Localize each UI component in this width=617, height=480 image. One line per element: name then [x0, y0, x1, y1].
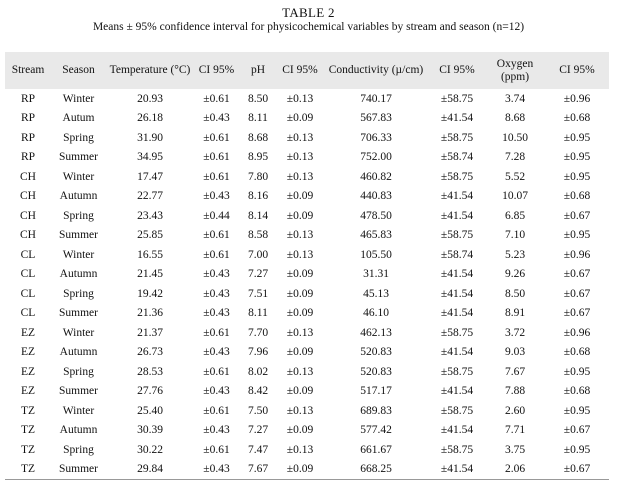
- header-season: Season: [62, 64, 95, 76]
- cell-ph-ci: ±0.13: [286, 92, 314, 105]
- cell-temperature-ci: ±0.43: [203, 190, 230, 203]
- cell-season: Autumn: [59, 268, 98, 281]
- cell-oxygen-ci: ±0.96: [563, 248, 591, 261]
- cell-conductivity-ci: ±58.75: [440, 170, 474, 183]
- cell-oxygen: 8.50: [504, 287, 526, 300]
- cell-conductivity: 465.83: [360, 229, 392, 242]
- cell-ph-ci: ±0.13: [286, 131, 314, 144]
- table-row: [5, 148, 609, 168]
- cell-ph-ci: ±0.13: [286, 248, 314, 261]
- cell-oxygen-ci: ±0.68: [563, 385, 591, 398]
- cell-season: Winter: [62, 248, 95, 261]
- cell-oxygen: 3.72: [504, 326, 526, 339]
- cell-temperature-ci: ±0.43: [203, 268, 230, 281]
- cell-ph-ci: ±0.13: [286, 151, 314, 164]
- cell-season: Summer: [59, 151, 98, 164]
- cell-ph-ci: ±0.09: [286, 385, 314, 398]
- cell-oxygen-ci: ±0.67: [563, 424, 591, 437]
- cell-oxygen: 2.06: [504, 463, 526, 475]
- cell-conductivity: 460.82: [360, 170, 392, 183]
- data-table-container: [5, 52, 609, 480]
- cell-ph: 7.50: [247, 404, 269, 417]
- cell-oxygen-ci: ±0.95: [563, 170, 591, 183]
- cell-conductivity-ci: ±58.75: [440, 443, 474, 456]
- cell-oxygen-ci: ±0.95: [563, 151, 591, 164]
- table-row: [5, 265, 609, 285]
- cell-season: Winter: [62, 326, 95, 339]
- table-row: [5, 89, 609, 109]
- cell-stream: RP: [20, 151, 36, 164]
- table-row: [5, 304, 609, 324]
- cell-stream: CH: [20, 170, 36, 183]
- header-ph: pH: [250, 64, 266, 76]
- cell-ph: 7.67: [247, 463, 269, 475]
- cell-temperature: 21.45: [137, 268, 163, 281]
- cell-oxygen-ci: ±0.96: [563, 326, 591, 339]
- cell-conductivity-ci: ±58.75: [440, 229, 474, 242]
- cell-temperature-ci: ±0.43: [203, 385, 230, 398]
- cell-conductivity: 45.13: [363, 287, 389, 300]
- cell-ph-ci: ±0.13: [286, 170, 314, 183]
- cell-temperature-ci: ±0.43: [203, 424, 230, 437]
- cell-temperature: 17.47: [137, 170, 163, 183]
- cell-ph-ci: ±0.09: [286, 112, 314, 125]
- cell-ph-ci: ±0.09: [286, 463, 314, 475]
- cell-oxygen-ci: ±0.68: [563, 346, 591, 359]
- cell-conductivity-ci: ±58.75: [440, 365, 474, 378]
- cell-temperature-ci: ±0.43: [203, 112, 230, 125]
- cell-oxygen: 9.03: [504, 346, 526, 359]
- cell-temperature: 21.36: [137, 307, 163, 320]
- cell-conductivity: 740.17: [360, 92, 392, 105]
- header-conductivity: Conductivity (µ/cm): [328, 64, 424, 76]
- cell-conductivity-ci: ±41.54: [440, 112, 474, 125]
- cell-conductivity-ci: ±58.74: [440, 151, 474, 164]
- cell-oxygen-ci: ±0.68: [563, 190, 591, 203]
- cell-season: Autumn: [59, 190, 98, 203]
- cell-ph: 7.00: [247, 248, 269, 261]
- cell-oxygen: 7.71: [504, 424, 526, 437]
- cell-oxygen-ci: ±0.67: [563, 209, 591, 222]
- cell-stream: TZ: [20, 424, 36, 437]
- cell-temperature-ci: ±0.61: [203, 248, 230, 261]
- cell-oxygen: 7.88: [504, 385, 526, 398]
- table-row: [5, 206, 609, 226]
- cell-season: Autum: [62, 112, 95, 125]
- cell-conductivity-ci: ±41.54: [440, 268, 474, 281]
- header-oxygen: Oxygen (ppm): [496, 57, 534, 83]
- cell-temperature-ci: ±0.61: [203, 443, 230, 456]
- cell-ph-ci: ±0.13: [286, 404, 314, 417]
- cell-temperature: 26.18: [137, 112, 163, 125]
- cell-temperature: 30.39: [137, 424, 163, 437]
- cell-ph: 8.58: [247, 229, 269, 242]
- cell-temperature: 29.84: [137, 463, 163, 475]
- cell-conductivity-ci: ±41.54: [440, 346, 474, 359]
- cell-temperature-ci: ±0.61: [203, 151, 230, 164]
- cell-conductivity: 520.83: [360, 365, 392, 378]
- table-row: [5, 401, 609, 421]
- header-conductivity-ci: CI 95%: [439, 64, 475, 76]
- cell-temperature: 34.95: [137, 151, 163, 164]
- cell-stream: TZ: [20, 404, 36, 417]
- cell-conductivity-ci: ±58.75: [440, 92, 474, 105]
- cell-conductivity-ci: ±58.75: [440, 326, 474, 339]
- cell-temperature: 27.76: [137, 385, 163, 398]
- table-row: [5, 382, 609, 402]
- cell-season: Summer: [59, 229, 98, 242]
- cell-ph-ci: ±0.09: [286, 268, 314, 281]
- cell-ph: 7.80: [247, 170, 269, 183]
- cell-oxygen-ci: ±0.95: [563, 131, 591, 144]
- cell-conductivity-ci: ±58.75: [440, 131, 474, 144]
- table-header-row: [5, 52, 609, 89]
- table-row: [5, 284, 609, 304]
- cell-oxygen: 5.23: [504, 248, 526, 261]
- cell-temperature: 26.73: [137, 346, 163, 359]
- cell-temperature-ci: ±0.61: [203, 170, 230, 183]
- cell-conductivity: 31.31: [363, 268, 389, 281]
- cell-ph: 7.27: [247, 424, 269, 437]
- cell-ph: 8.50: [247, 92, 269, 105]
- cell-conductivity: 661.67: [360, 443, 392, 456]
- cell-temperature-ci: ±0.61: [203, 92, 230, 105]
- cell-ph: 8.11: [248, 112, 268, 125]
- cell-ph-ci: ±0.09: [286, 307, 314, 320]
- cell-oxygen: 7.67: [504, 365, 526, 378]
- cell-conductivity: 567.83: [360, 112, 392, 125]
- cell-stream: RP: [20, 131, 36, 144]
- table-row: [5, 109, 609, 129]
- cell-ph: 7.96: [247, 346, 269, 359]
- cell-oxygen-ci: ±0.68: [563, 112, 591, 125]
- cell-oxygen: 10.07: [502, 190, 528, 203]
- cell-stream: CL: [20, 248, 36, 261]
- table-row: [5, 245, 609, 265]
- cell-temperature: 25.85: [137, 229, 163, 242]
- cell-ph: 8.68: [247, 131, 269, 144]
- cell-temperature: 21.37: [137, 326, 163, 339]
- cell-stream: CL: [20, 268, 36, 281]
- cell-oxygen-ci: ±0.95: [563, 365, 591, 378]
- cell-stream: TZ: [20, 463, 36, 475]
- cell-oxygen: 5.52: [504, 170, 526, 183]
- table-row: [5, 460, 609, 480]
- cell-oxygen: 10.50: [502, 131, 528, 144]
- cell-temperature: 19.42: [137, 287, 163, 300]
- cell-oxygen: 2.60: [504, 404, 526, 417]
- cell-stream: RP: [20, 112, 36, 125]
- cell-conductivity-ci: ±58.74: [440, 248, 474, 261]
- cell-ph: 7.47: [247, 443, 269, 456]
- cell-oxygen: 7.10: [504, 229, 526, 242]
- table-title: TABLE 2: [282, 5, 335, 20]
- cell-oxygen-ci: ±0.95: [563, 229, 591, 242]
- cell-temperature-ci: ±0.61: [203, 131, 230, 144]
- cell-oxygen: 9.26: [504, 268, 526, 281]
- cell-season: Autumn: [59, 346, 98, 359]
- cell-temperature: 28.53: [137, 365, 163, 378]
- cell-conductivity: 520.83: [360, 346, 392, 359]
- cell-temperature-ci: ±0.43: [203, 307, 230, 320]
- cell-ph-ci: ±0.13: [286, 365, 314, 378]
- cell-ph: 7.27: [247, 268, 269, 281]
- cell-conductivity: 752.00: [360, 151, 392, 164]
- cell-conductivity-ci: ±58.75: [440, 404, 474, 417]
- cell-conductivity: 517.17: [360, 385, 392, 398]
- cell-conductivity: 440.83: [360, 190, 392, 203]
- cell-season: Spring: [63, 287, 94, 300]
- cell-ph: 8.02: [247, 365, 269, 378]
- header-stream: Stream: [11, 64, 45, 76]
- cell-season: Winter: [62, 404, 95, 417]
- cell-conductivity-ci: ±41.54: [440, 209, 474, 222]
- cell-temperature-ci: ±0.61: [203, 404, 230, 417]
- cell-season: Spring: [63, 131, 94, 144]
- cell-conductivity-ci: ±41.54: [440, 287, 474, 300]
- table-row: [5, 167, 609, 187]
- cell-stream: CH: [20, 209, 36, 222]
- cell-stream: EZ: [20, 346, 36, 359]
- cell-oxygen: 3.75: [504, 443, 526, 456]
- cell-oxygen: 8.91: [504, 307, 526, 320]
- cell-ph-ci: ±0.09: [286, 346, 314, 359]
- cell-temperature: 25.40: [137, 404, 163, 417]
- table-row: [5, 128, 609, 148]
- cell-conductivity-ci: ±41.54: [440, 307, 474, 320]
- cell-temperature: 20.93: [137, 92, 163, 105]
- cell-oxygen-ci: ±0.67: [563, 307, 591, 320]
- cell-conductivity: 105.50: [360, 248, 392, 261]
- cell-oxygen: 6.85: [504, 209, 526, 222]
- cell-temperature-ci: ±0.43: [203, 287, 230, 300]
- cell-ph: 8.42: [247, 385, 269, 398]
- table-row: [5, 343, 609, 363]
- cell-season: Winter: [62, 92, 95, 105]
- cell-ph: 8.14: [247, 209, 269, 222]
- cell-stream: TZ: [20, 443, 36, 456]
- cell-conductivity: 577.42: [360, 424, 392, 437]
- cell-temperature: 31.90: [137, 131, 163, 144]
- cell-ph-ci: ±0.13: [286, 326, 314, 339]
- table-row: [5, 323, 609, 343]
- cell-temperature-ci: ±0.61: [203, 365, 230, 378]
- cell-temperature-ci: ±0.43: [203, 463, 230, 475]
- table-body: [5, 89, 609, 479]
- cell-ph-ci: ±0.13: [286, 443, 314, 456]
- cell-season: Autumn: [59, 424, 98, 437]
- cell-temperature: 16.55: [137, 248, 163, 261]
- cell-temperature-ci: ±0.61: [203, 326, 230, 339]
- cell-conductivity: 668.25: [360, 463, 392, 475]
- cell-stream: CH: [20, 190, 36, 203]
- cell-ph: 7.70: [247, 326, 269, 339]
- cell-season: Spring: [63, 209, 94, 222]
- cell-season: Summer: [59, 463, 98, 475]
- cell-season: Summer: [59, 307, 98, 320]
- cell-conductivity: 46.10: [363, 307, 389, 320]
- cell-temperature: 23.43: [137, 209, 163, 222]
- cell-oxygen-ci: ±0.67: [563, 287, 591, 300]
- cell-oxygen: 8.68: [504, 112, 526, 125]
- cell-ph: 8.11: [248, 307, 268, 320]
- cell-season: Summer: [59, 385, 98, 398]
- cell-conductivity: 689.83: [360, 404, 392, 417]
- cell-stream: EZ: [20, 365, 36, 378]
- cell-temperature: 22.77: [137, 190, 163, 203]
- cell-temperature: 30.22: [137, 443, 163, 456]
- cell-ph-ci: ±0.09: [286, 424, 314, 437]
- table-row: [5, 226, 609, 246]
- header-ph-ci: CI 95%: [282, 64, 318, 76]
- cell-conductivity-ci: ±41.54: [440, 463, 474, 475]
- cell-oxygen-ci: ±0.95: [563, 443, 591, 456]
- cell-ph-ci: ±0.09: [286, 209, 314, 222]
- cell-stream: EZ: [20, 385, 36, 398]
- cell-oxygen-ci: ±0.96: [563, 92, 591, 105]
- cell-temperature-ci: ±0.44: [203, 209, 230, 222]
- table-row: [5, 362, 609, 382]
- cell-ph-ci: ±0.13: [286, 229, 314, 242]
- cell-conductivity-ci: ±41.54: [440, 424, 474, 437]
- cell-ph: 8.16: [247, 190, 269, 203]
- cell-ph: 7.51: [247, 287, 269, 300]
- cell-temperature-ci: ±0.43: [203, 346, 230, 359]
- cell-oxygen-ci: ±0.67: [563, 463, 591, 475]
- cell-season: Spring: [63, 365, 94, 378]
- cell-season: Spring: [63, 443, 94, 456]
- cell-conductivity-ci: ±41.54: [440, 385, 474, 398]
- cell-conductivity: 462.13: [360, 326, 392, 339]
- header-temperature: Temperature (°C): [109, 64, 191, 76]
- cell-season: Winter: [62, 170, 95, 183]
- cell-temperature-ci: ±0.61: [203, 229, 230, 242]
- cell-ph: 8.95: [247, 151, 269, 164]
- header-temperature-ci: CI 95%: [198, 64, 235, 76]
- cell-stream: CL: [20, 287, 36, 300]
- table-row: [5, 421, 609, 441]
- cell-conductivity: 478.50: [360, 209, 392, 222]
- cell-stream: CL: [20, 307, 36, 320]
- cell-oxygen: 7.28: [504, 151, 526, 164]
- table-row: [5, 187, 609, 207]
- physicochemical-table: [5, 52, 609, 480]
- cell-conductivity-ci: ±41.54: [440, 190, 474, 203]
- cell-oxygen: 3.74: [504, 92, 526, 105]
- cell-stream: RP: [20, 92, 36, 105]
- cell-ph-ci: ±0.09: [286, 190, 314, 203]
- header-oxygen-ci: CI 95%: [559, 64, 595, 76]
- cell-ph-ci: ±0.09: [286, 287, 314, 300]
- table-row: [5, 440, 609, 460]
- cell-stream: CH: [20, 229, 36, 242]
- cell-oxygen-ci: ±0.95: [563, 404, 591, 417]
- table-caption: Means ± 95% confidence interval for physicochemical variables by stream and season (n=12): [92, 21, 525, 33]
- cell-stream: EZ: [20, 326, 36, 339]
- cell-oxygen-ci: ±0.67: [563, 268, 591, 281]
- cell-conductivity: 706.33: [360, 131, 392, 144]
